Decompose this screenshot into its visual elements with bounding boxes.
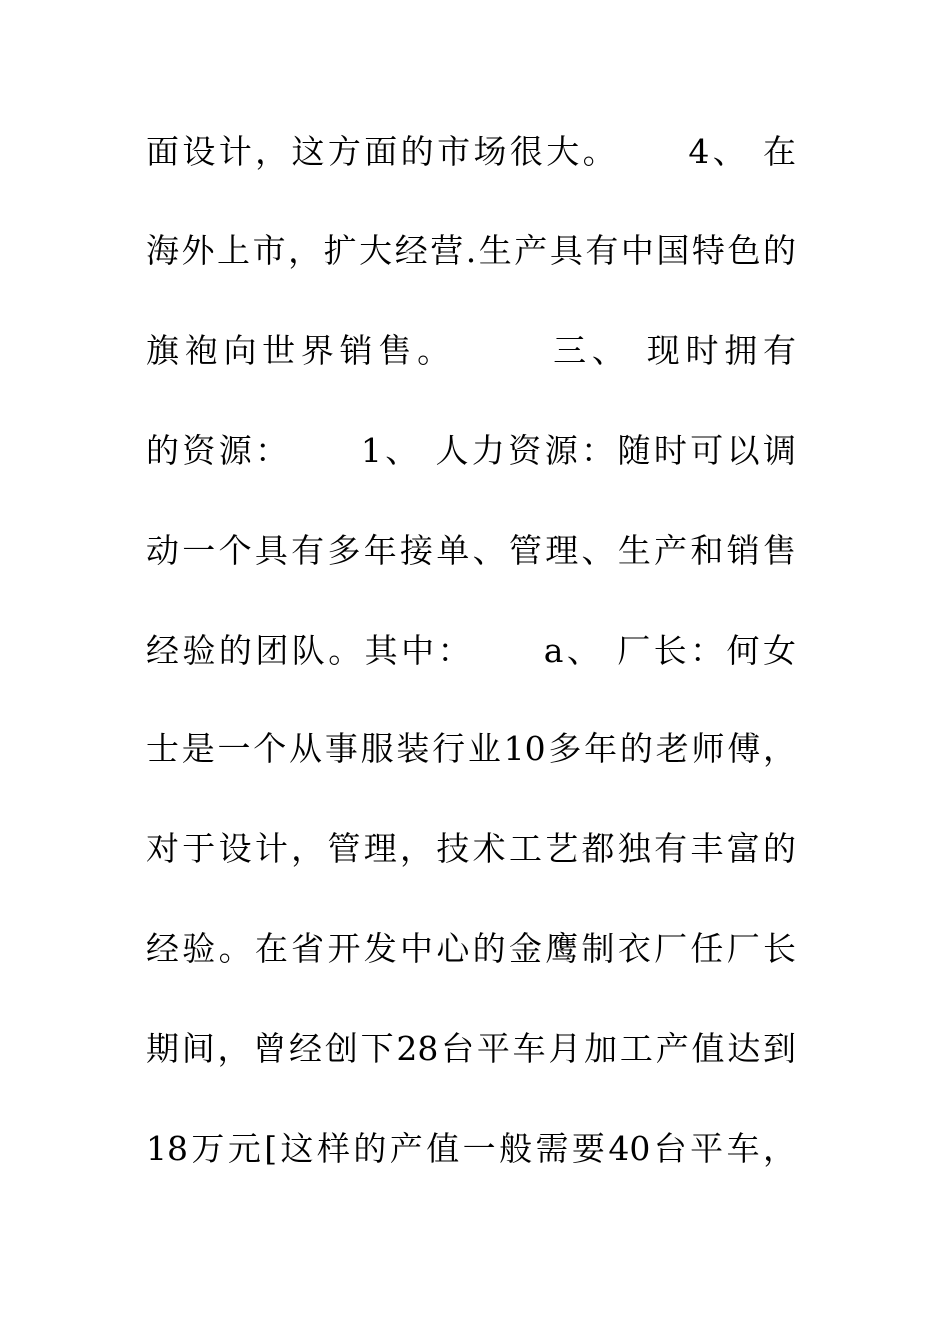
text-line: 对于设计，管理，技术工艺都独有丰富的	[146, 829, 796, 868]
text-line: 士是一个从事服装行业10多年的老师傅，	[146, 729, 796, 768]
text-line: 18万元[这样的产值一般需要40台平车，	[146, 1129, 796, 1168]
text-line: 动一个具有多年接单、管理、生产和销售	[146, 531, 796, 570]
text-line: 的资源： 1、 人力资源：随时可以调	[146, 431, 796, 470]
text-line: 经验。在省开发中心的金鹰制衣厂任厂长	[146, 929, 796, 968]
text-line: 海外上市，扩大经营.生产具有中国特色的	[146, 231, 796, 270]
text-line: 经验的团队。其中： a、 厂长：何女	[146, 631, 796, 670]
text-line: 面设计，这方面的市场很大。 4、 在	[146, 132, 796, 171]
text-line: 旗袍向世界销售。 三、 现时拥有	[146, 331, 796, 370]
text-line: 期间，曾经创下28台平车月加工产值达到	[146, 1029, 796, 1068]
